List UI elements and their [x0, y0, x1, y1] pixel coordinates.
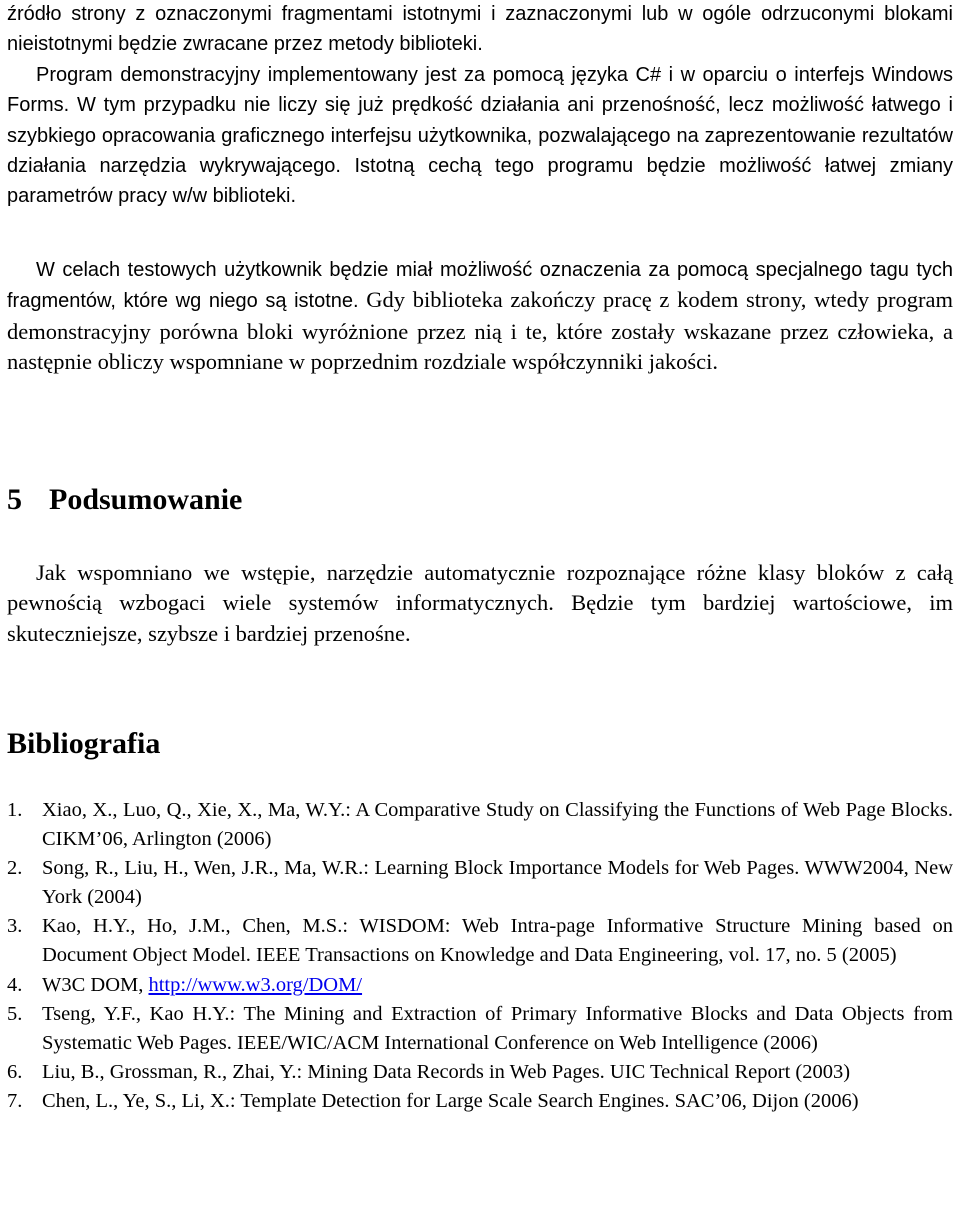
paragraph-testing-text-a: W celach testowych użytkownik będzie miał możliwość oznaczenia za pomocą specjalnego tagu tych fragmentów, które wg niego są istotne. [7, 259, 953, 313]
reference-number: 2. [7, 857, 23, 880]
paragraph-library-output-text: źródło strony z oznaczonymi fragmentami istotnymi i zaznaczonymi lub w ogóle odrzuconymi blokami nieistotnymi będzie zwracane przez metody biblioteki. [7, 3, 953, 56]
reference-item [7, 971, 953, 1000]
reference-number: 3. [7, 915, 23, 938]
section-heading-summary [7, 482, 242, 518]
reference-list [7, 796, 953, 1116]
reference-number: 7. [7, 1089, 23, 1112]
reference-item [7, 854, 953, 912]
reference-number: 4. [7, 973, 23, 996]
paragraph-demo-program-text-a: Program demonstracyjny implementowany jest za pomocą języka C# i w oparciu o interfejs Windows Forms. [7, 63, 953, 117]
w3c-dom-link[interactable]: http://www.w3.org/DOM/ [148, 973, 363, 996]
paragraph-testing-text-b: Gdy biblioteka zakończy pracę z kodem strony, wtedy program demonstracyjny porówna bloki wyróżnione przez nią i te, które zostały wskazane przez człowieka, a następnie obliczy wspomniane w poprzednim rozdziale współczynniki jakości. [7, 287, 953, 375]
paragraph-library-output [7, 0, 953, 60]
reference-text: Chen, L., Ye, S., Li, X.: Template Detection for Large Scale Search Engines. SAC’06, Dijon (2006) [42, 1089, 859, 1112]
reference-item [7, 912, 953, 970]
reference-item [7, 1000, 953, 1058]
reference-text: Liu, B., Grossman, R., Zhai, Y.: Mining Data Records in Web Pages. UIC Technical Report (2003) [42, 1060, 851, 1083]
body-paragraphs-top [7, 0, 953, 212]
paragraph-demo-program [7, 60, 953, 212]
paragraph-summary: Jak wspomniano we wstępie, narzędzie automatycznie rozpoznające różne klasy bloków z całą pewnością wzbogaci wiele systemów informatycznych. Będzie tym bardziej wartościowe, im skuteczniejsze, szybsze i bardziej przenośne. [7, 560, 953, 646]
paragraph-testing [7, 254, 953, 378]
reference-number: 6. [7, 1060, 23, 1083]
reference-number: 5. [7, 1002, 23, 1025]
reference-text: Tseng, Y.F., Kao H.Y.: The Mining and Extraction of Primary Informative Blocks and Data Objects from Systematic Web Pages. IEEE/WIC/ACM International Conference on Web Intelligence (2006) [42, 1002, 953, 1054]
reference-item [7, 1087, 953, 1116]
section-title: Podsumowanie [49, 483, 243, 516]
reference-text: Kao, H.Y., Ho, J.M., Chen, M.S.: WISDOM: Web Intra-page Informative Structure Mining based on Document Object Model. IEEE Transactions on Knowledge and Data Engineering, vol. 17, no. 5 (2005) [42, 915, 953, 967]
reference-text: W3C DOM, [42, 973, 149, 996]
bibliography-heading: Bibliografia [7, 727, 161, 760]
reference-text: Song, R., Liu, H., Wen, J.R., Ma, W.R.: Learning Block Importance Models for Web Pages. WWW2004, New York (2004) [42, 857, 953, 909]
reference-item [7, 796, 953, 854]
section-number: 5 [7, 483, 22, 516]
reference-number: 1. [7, 799, 23, 821]
reference-item [7, 1058, 953, 1087]
paragraph-demo-program-text-b: W tym przypadku nie liczy się już prędkość działania ani przenośność, lecz możliwość łatwego i szybkiego opracowania graficznego interfejsu użytkownika, pozwalającego na zaprezentowanie rezultatów działania narzędzia wykrywającego. Istotną cechą tego programu będzie możliwość łatwej zmiany parametrów pracy w/w biblioteki. [7, 94, 954, 208]
reference-text: Xiao, X., Luo, Q., Xie, X., Ma, W.Y.: A Comparative Study on Classifying the Functions of Web Page Blocks. CIKM’06, Arlington (2006) [42, 799, 953, 851]
